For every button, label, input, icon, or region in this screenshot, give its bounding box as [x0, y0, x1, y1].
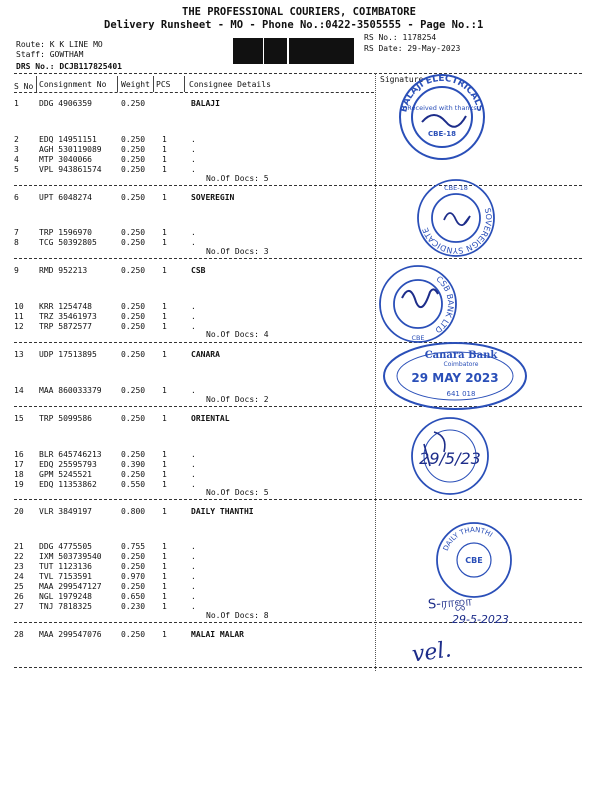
row-pcs: 1 — [162, 312, 167, 321]
row-bullet: . — [191, 450, 196, 459]
row-sno: 15 — [14, 414, 24, 423]
row-bullet: . — [191, 386, 196, 395]
row-weight: 0.250 — [121, 562, 146, 571]
balaji-stamp-inner: Received with thanks — [407, 104, 477, 112]
barcode-bar — [279, 38, 280, 64]
col-consignment: Consignment No — [39, 80, 107, 89]
barcode-bar — [246, 38, 249, 64]
row-consignment: TRP 1596970 — [39, 228, 92, 237]
row-consignment: TRP 5099586 — [39, 414, 92, 423]
col-pcs: PCS — [156, 80, 171, 89]
row-consignment: UPT 6048274 — [39, 193, 92, 202]
row-bullet: . — [191, 552, 196, 561]
canara-stamp-bank: Canara Bank — [424, 350, 498, 361]
barcode-bar — [314, 38, 315, 64]
balaji-stamp-outer: BALAJI ELECTRICALS — [399, 73, 485, 114]
sovereign-stamp-outer: SOVEREIGN SYNDICATE — [420, 207, 494, 256]
barcode-bar — [307, 38, 309, 64]
consignee-name: CSB — [191, 266, 206, 275]
row-consignment: KRR 1254748 — [39, 302, 92, 311]
row-consignment: GPM 5245521 — [39, 470, 92, 479]
row-sno: 17 — [14, 460, 24, 469]
row-bullet: . — [191, 562, 196, 571]
row-bullet: . — [191, 155, 196, 164]
barcode-bar — [309, 38, 311, 64]
barcode-bar — [333, 38, 335, 64]
barcode-bar — [280, 38, 281, 64]
row-bullet: . — [191, 165, 196, 174]
row-bullet: . — [191, 145, 196, 154]
barcode-bar — [266, 38, 267, 64]
sovereign-signature — [444, 213, 470, 225]
row-pcs: 1 — [162, 350, 167, 359]
row-weight: 0.250 — [121, 350, 146, 359]
csb-signature — [402, 289, 438, 307]
row-sno: 6 — [14, 193, 19, 202]
barcode-bar — [340, 38, 342, 64]
row-pcs: 1 — [162, 450, 167, 459]
barcode-bar — [339, 38, 340, 64]
row-consignment: TRZ 35461973 — [39, 312, 97, 321]
barcode-bar — [236, 38, 237, 64]
barcode-bar — [329, 38, 330, 64]
balaji-signature — [422, 115, 466, 127]
row-consignment: BLR 645746213 — [39, 450, 102, 459]
row-consignment: TNJ 7818325 — [39, 602, 92, 611]
row-sno: 24 — [14, 572, 24, 581]
row-bullet: . — [191, 572, 196, 581]
row-pcs: 1 — [162, 542, 167, 551]
consignee-name: CANARA — [191, 350, 220, 359]
row-sno: 18 — [14, 470, 24, 479]
barcode-bar — [330, 38, 331, 64]
barcode-bar — [337, 38, 338, 64]
csb-stamp — [372, 262, 464, 346]
malai-malar-signature: vel. — [410, 637, 454, 668]
barcode-bar — [311, 38, 314, 64]
row-weight: 0.250 — [121, 450, 146, 459]
row-consignment: TVL 7153591 — [39, 572, 92, 581]
row-consignment: RMD 952213 — [39, 266, 88, 275]
group-divider — [14, 667, 582, 668]
barcode-bar — [256, 38, 257, 64]
csb-stamp-outer: CSB BANK LTD — [433, 274, 456, 335]
barcode-bar — [272, 38, 274, 64]
barcode-bar — [350, 38, 353, 64]
row-pcs: 1 — [162, 414, 167, 423]
rs-number: RS No.: 1178254 — [364, 33, 437, 42]
row-bullet: . — [191, 238, 196, 247]
thanthi-signature-date: 29-5-2023 — [452, 613, 509, 626]
barcode-bar — [298, 38, 301, 64]
row-pcs: 1 — [162, 460, 167, 469]
barcode-bar — [292, 38, 293, 64]
row-bullet: . — [191, 470, 196, 479]
row-sno: 4 — [14, 155, 19, 164]
barcode-bar — [264, 38, 266, 64]
row-weight: 0.250 — [121, 228, 146, 237]
row-sno: 19 — [14, 480, 24, 489]
row-sno: 8 — [14, 238, 19, 247]
row-consignment: EDQ 11353862 — [39, 480, 97, 489]
row-bullet: . — [191, 312, 196, 321]
row-sno: 16 — [14, 450, 24, 459]
barcode-bar — [347, 38, 348, 64]
row-weight: 0.250 — [121, 386, 146, 395]
row-consignment: EDQ 25595793 — [39, 460, 97, 469]
group-divider — [14, 499, 582, 500]
thanthi-stamp-outer: DAILY THANTHI — [441, 525, 494, 553]
docs-count: No.Of Docs: 3 — [206, 247, 269, 256]
barcode-bar — [316, 38, 318, 64]
canara-stamp-date: 29 MAY 2023 — [411, 371, 499, 385]
company-title: THE PROFESSIONAL COURIERS, COIMBATORE — [182, 6, 416, 18]
row-bullet: . — [191, 542, 196, 551]
row-pcs: 1 — [162, 135, 167, 144]
row-pcs: 1 — [162, 470, 167, 479]
row-bullet: . — [191, 460, 196, 469]
barcode-bar — [276, 38, 279, 64]
barcode-bar — [237, 38, 240, 64]
consignee-name: MALAI MALAR — [191, 630, 244, 639]
csb-stamp-city: CBE — [411, 334, 425, 342]
row-consignment: EDQ 14951151 — [39, 135, 97, 144]
row-sno: 14 — [14, 386, 24, 395]
docs-count: No.Of Docs: 2 — [206, 395, 269, 404]
canara-stamp-code: 641 018 — [446, 390, 476, 398]
row-weight: 0.250 — [121, 414, 146, 423]
header-col-sep-3 — [153, 76, 154, 92]
row-consignment: IXM 503739540 — [39, 552, 102, 561]
oriental-handwritten-date: 29/5/23 — [419, 449, 481, 468]
barcode-bar — [233, 38, 234, 64]
barcode-bar — [304, 38, 307, 64]
row-consignment: DDG 4906359 — [39, 99, 92, 108]
barcode-bar — [260, 38, 262, 64]
barcode-bar — [274, 38, 276, 64]
col-signature: Signature — [380, 75, 424, 84]
row-pcs: 1 — [162, 582, 167, 591]
row-consignment: MAA 299547076 — [39, 630, 102, 639]
row-pcs: 1 — [162, 507, 167, 516]
row-pcs: 1 — [162, 322, 167, 331]
row-sno: 26 — [14, 592, 24, 601]
row-sno: 1 — [14, 99, 19, 108]
canara-stamp — [381, 340, 529, 412]
row-sno: 21 — [14, 542, 24, 551]
row-sno: 20 — [14, 507, 24, 516]
row-pcs: 1 — [162, 602, 167, 611]
barcode-bar — [301, 38, 304, 64]
barcode-bar — [319, 38, 322, 64]
row-consignment: VLR 3849197 — [39, 507, 92, 516]
row-sno: 3 — [14, 145, 19, 154]
row-sno: 5 — [14, 165, 19, 174]
header-col-sep-1 — [36, 76, 37, 92]
barcode-bar — [353, 38, 354, 64]
barcode-bar — [323, 38, 326, 64]
row-sno: 2 — [14, 135, 19, 144]
barcode-bar — [284, 38, 285, 64]
row-pcs: 1 — [162, 552, 167, 561]
runsheet-subtitle: Delivery Runsheet - MO - Phone No.:0422-3505555 - Page No.:1 — [104, 19, 484, 31]
row-sno: 27 — [14, 602, 24, 611]
row-bullet: . — [191, 135, 196, 144]
row-consignment: DDG 4775505 — [39, 542, 92, 551]
row-weight: 0.550 — [121, 480, 146, 489]
barcode-bar — [326, 38, 329, 64]
barcode-bar — [269, 38, 272, 64]
row-sno: 23 — [14, 562, 24, 571]
row-pcs: 1 — [162, 228, 167, 237]
rs-date: RS Date: 29-May-2023 — [364, 44, 461, 53]
row-bullet: . — [191, 592, 196, 601]
docs-count: No.Of Docs: 5 — [206, 174, 269, 183]
row-weight: 0.250 — [121, 155, 146, 164]
barcode-bar — [331, 38, 333, 64]
row-weight: 0.250 — [121, 266, 146, 275]
barcode-bar — [262, 38, 263, 64]
row-bullet: . — [191, 302, 196, 311]
row-bullet: . — [191, 582, 196, 591]
row-sno: 10 — [14, 302, 24, 311]
barcode-bar — [281, 38, 282, 64]
docs-count: No.Of Docs: 8 — [206, 611, 269, 620]
sovereign-stamp-city: CBE-18 — [444, 184, 468, 192]
row-weight: 0.250 — [121, 145, 146, 154]
barcode-bar — [282, 38, 284, 64]
barcode-bar — [322, 38, 323, 64]
row-weight: 0.970 — [121, 572, 146, 581]
row-weight: 0.250 — [121, 193, 146, 202]
barcode-bar — [342, 38, 344, 64]
header-top-rule — [14, 73, 582, 74]
row-weight: 0.250 — [121, 470, 146, 479]
row-weight: 0.250 — [121, 322, 146, 331]
col-sno: S No — [14, 82, 34, 91]
row-pcs: 1 — [162, 238, 167, 247]
row-consignment: NGL 1979248 — [39, 592, 92, 601]
row-pcs: 1 — [162, 193, 167, 202]
row-consignment: TRP 5872577 — [39, 322, 92, 331]
drs-number: DRS No.: DCJB117825401 — [16, 62, 122, 71]
consignee-name: BALAJI — [191, 99, 220, 108]
row-consignment: AGH 530119089 — [39, 145, 102, 154]
row-sno: 9 — [14, 266, 19, 275]
row-pcs: 1 — [162, 630, 167, 639]
row-sno: 11 — [14, 312, 24, 321]
barcode-bar — [250, 38, 253, 64]
oriental-stamp — [404, 414, 496, 498]
svg-text:CSB BANK LTD — [433, 274, 455, 334]
barcode-bar — [240, 38, 243, 64]
barcode-bar — [338, 38, 339, 64]
row-sno: 12 — [14, 322, 24, 331]
row-pcs: 1 — [162, 155, 167, 164]
row-weight: 0.250 — [121, 552, 146, 561]
row-weight: 0.250 — [121, 99, 146, 108]
row-pcs: 1 — [162, 386, 167, 395]
row-pcs: 1 — [162, 165, 167, 174]
barcode — [232, 38, 354, 64]
barcode-bar — [253, 38, 256, 64]
row-weight: 0.250 — [121, 302, 146, 311]
row-bullet: . — [191, 602, 196, 611]
row-pcs: 1 — [162, 302, 167, 311]
thanthi-stamp-center: CBE — [465, 556, 483, 565]
row-weight: 0.250 — [121, 582, 146, 591]
barcode-bar — [293, 38, 296, 64]
row-consignment: TUT 1123136 — [39, 562, 92, 571]
col-consignee: Consignee Details — [189, 80, 271, 89]
row-bullet: . — [191, 480, 196, 489]
row-bullet: . — [191, 228, 196, 237]
docs-count: No.Of Docs: 5 — [206, 488, 269, 497]
barcode-bar — [296, 38, 298, 64]
row-weight: 0.250 — [121, 165, 146, 174]
barcode-bar — [258, 38, 260, 64]
header-bottom-rule — [14, 92, 374, 93]
barcode-bar — [285, 38, 287, 64]
route-label: Route: K K LINE MO — [16, 40, 103, 49]
row-weight: 0.650 — [121, 592, 146, 601]
row-consignment: MAA 299547127 — [39, 582, 102, 591]
thanthi-stamp — [432, 520, 516, 600]
canara-stamp-city: Coimbatore — [443, 361, 479, 368]
barcode-bar — [344, 38, 347, 64]
staff-label: Staff: GOWTHAM — [16, 50, 84, 59]
row-consignment: UDP 17513895 — [39, 350, 97, 359]
row-pcs: 1 — [162, 145, 167, 154]
barcode-bar — [348, 38, 350, 64]
row-sno: 22 — [14, 552, 24, 561]
row-consignment: VPL 943861574 — [39, 165, 102, 174]
row-pcs: 1 — [162, 266, 167, 275]
row-pcs: 1 — [162, 562, 167, 571]
row-sno: 7 — [14, 228, 19, 237]
row-weight: 0.250 — [121, 135, 146, 144]
row-sno: 28 — [14, 630, 24, 639]
row-consignment: MAA 860033379 — [39, 386, 102, 395]
consignee-name: SOVEREGIN — [191, 193, 235, 202]
row-weight: 0.230 — [121, 602, 146, 611]
barcode-bar — [289, 38, 292, 64]
barcode-bar — [267, 38, 269, 64]
consignee-name: ORIENTAL — [191, 414, 230, 423]
consignee-name: DAILY THANTHI — [191, 507, 254, 516]
barcode-bar — [243, 38, 246, 64]
header-col-sep-2 — [117, 76, 118, 92]
row-bullet: . — [191, 322, 196, 331]
row-consignment: TCG 50392805 — [39, 238, 97, 247]
row-weight: 0.800 — [121, 507, 146, 516]
row-pcs: 1 — [162, 572, 167, 581]
row-pcs: 1 — [162, 592, 167, 601]
barcode-bar — [335, 38, 337, 64]
sovereign-stamp — [414, 176, 498, 260]
row-weight: 0.390 — [121, 460, 146, 469]
row-sno: 13 — [14, 350, 24, 359]
barcode-bar — [315, 38, 316, 64]
balaji-stamp — [392, 72, 492, 162]
docs-count: No.Of Docs: 4 — [206, 330, 269, 339]
barcode-bar — [249, 38, 250, 64]
col-weight: Weight — [121, 80, 150, 89]
row-weight: 0.250 — [121, 238, 146, 247]
barcode-bar — [234, 38, 236, 64]
row-sno: 25 — [14, 582, 24, 591]
thanthi-signature-name: S-ராஜா — [427, 594, 473, 613]
row-weight: 0.250 — [121, 312, 146, 321]
barcode-bar — [257, 38, 258, 64]
row-consignment: MTP 3040066 — [39, 155, 92, 164]
signature-column-rule — [375, 73, 376, 671]
row-weight: 0.755 — [121, 542, 146, 551]
barcode-bar — [318, 38, 319, 64]
row-weight: 0.250 — [121, 630, 146, 639]
row-pcs: 1 — [162, 480, 167, 489]
header-col-sep-4 — [184, 76, 185, 92]
balaji-stamp-city: CBE-18 — [428, 130, 456, 138]
